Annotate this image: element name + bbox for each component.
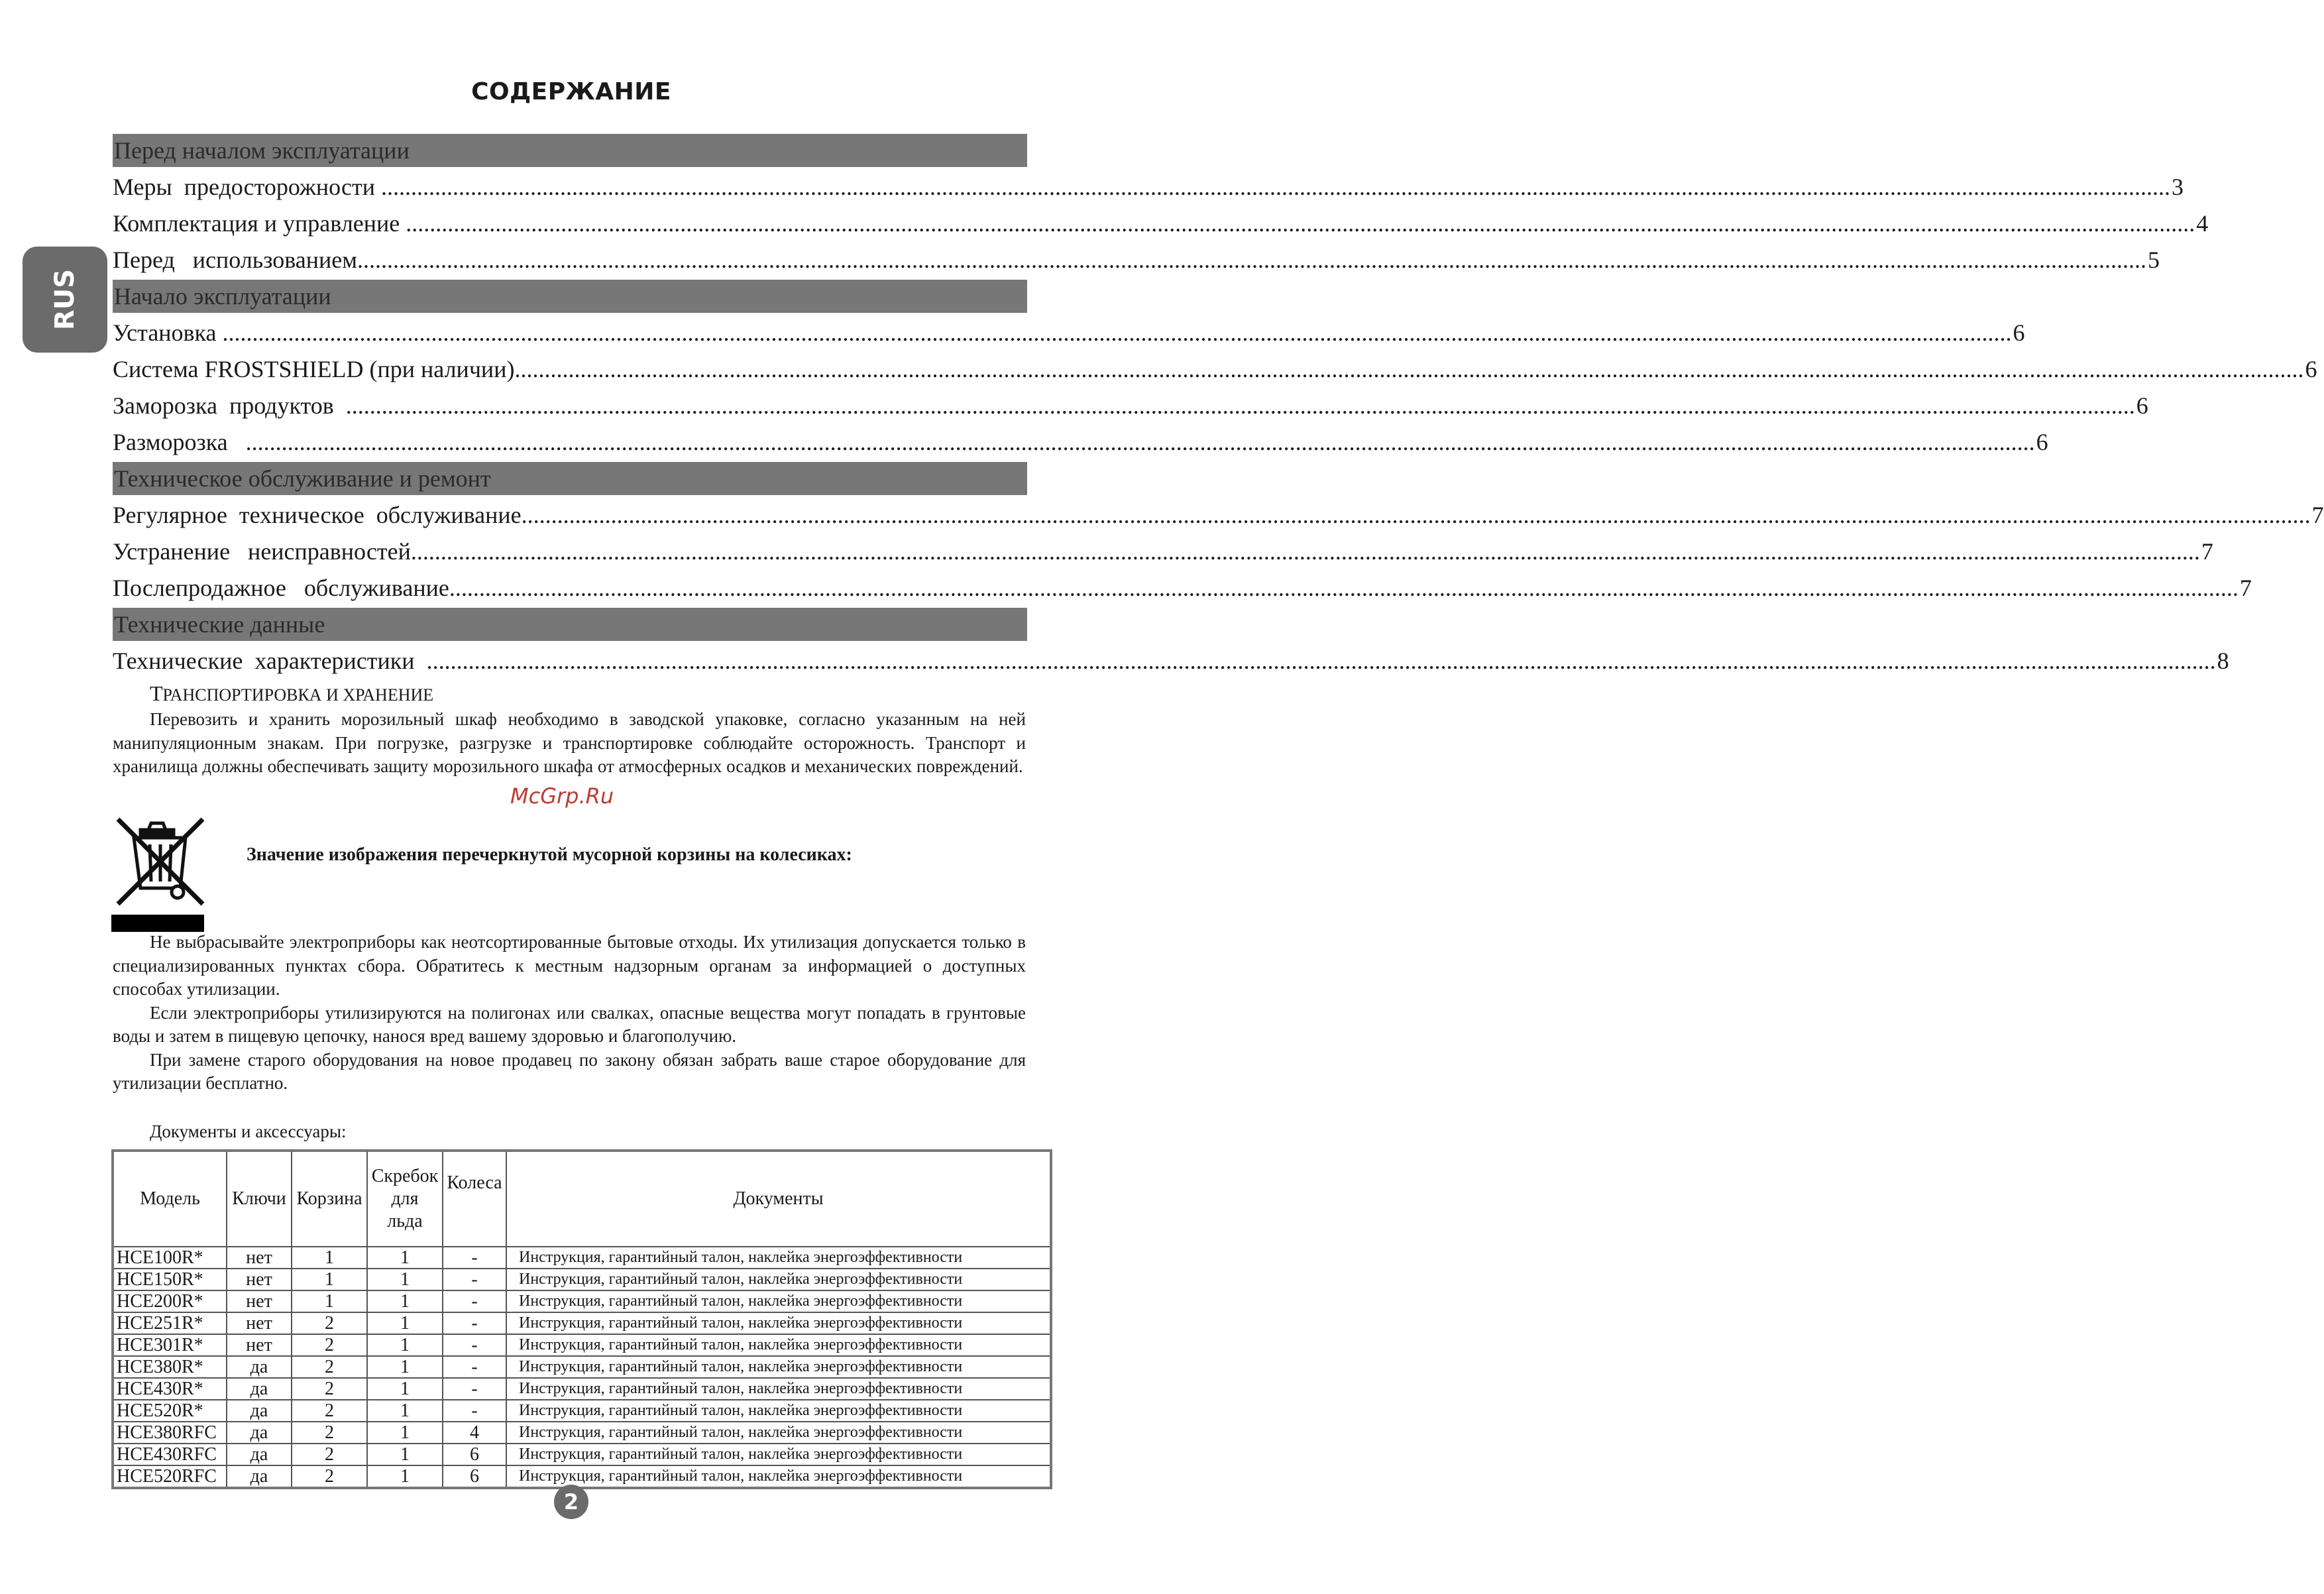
ice-scraper-cell: 1 — [367, 1422, 443, 1444]
toc-leader-dots: ............................................................................................................................................................................................................................................................................................................ — [449, 575, 2239, 601]
toc-entry[interactable] — [113, 644, 2229, 677]
wheels-cell: - — [443, 1378, 506, 1400]
keys-cell: да — [227, 1422, 292, 1444]
toc-entry-page: 6 — [2136, 392, 2148, 419]
col-ice-scraper-line-1: Скребок — [371, 1166, 439, 1186]
ice-scraper-cell: 1 — [367, 1444, 443, 1465]
basket-cell: 2 — [292, 1422, 367, 1444]
basket-cell: 1 — [292, 1290, 367, 1312]
keys-cell: нет — [227, 1334, 292, 1356]
toc-entry[interactable] — [113, 316, 2025, 349]
toc-entry[interactable] — [113, 353, 2317, 386]
toc-entry-label: Технические характеристики — [113, 648, 427, 674]
ice-scraper-cell: 1 — [367, 1269, 443, 1290]
col-basket: Корзина — [292, 1151, 367, 1247]
documents-cell: Инструкция, гарантийный талон, наклейка энергоэффективности — [506, 1269, 1051, 1290]
basket-cell: 2 — [292, 1465, 367, 1488]
toc-entry-page: 7 — [2201, 538, 2213, 565]
table-row — [113, 1444, 1051, 1465]
wheels-cell: 4 — [443, 1422, 506, 1444]
toc-leader-dots: ............................................................................................................................................................................................................................................................................................................ — [521, 502, 2311, 528]
documents-cell: Инструкция, гарантийный талон, наклейка энергоэффективности — [506, 1312, 1051, 1334]
keys-cell: нет — [227, 1247, 292, 1269]
toc-entry-label: Меры предосторожности — [113, 174, 382, 200]
toc-leader-dots: ............................................................................................................................................................................................................................................................................................................ — [345, 392, 2135, 419]
documents-cell: Инструкция, гарантийный талон, наклейка энергоэффективности — [506, 1400, 1051, 1422]
keys-cell: нет — [227, 1312, 292, 1334]
table-row — [113, 1356, 1051, 1378]
basket-cell: 2 — [292, 1334, 367, 1356]
documents-cell: Инструкция, гарантийный талон, наклейка энергоэффективности — [506, 1334, 1051, 1356]
wheels-cell: - — [443, 1247, 506, 1269]
toc-entry-page: 8 — [2217, 648, 2229, 674]
toc-leader-dots: ............................................................................................................................................................................................................................................................................................................ — [222, 319, 2012, 346]
transport-paragraph: Перевозить и хранить морозильный шкаф необходимо в заводской упаковке, согласно указанным на ней манипуляционным знакам. При погрузке, разгрузке и транспортировке соблюдайте осторожность. Транспорт и хранилища должны обеспечивать защиту морозильного шкафа от атмосферных осадков и механических повреждений. — [113, 709, 1026, 776]
toc-leader-dots: ............................................................................................................................................................................................................................................................................................................ — [406, 210, 2195, 237]
basket-cell: 1 — [292, 1269, 367, 1290]
col-keys: Ключи — [227, 1151, 292, 1247]
model-cell: HCE430R* — [113, 1378, 227, 1400]
keys-cell: да — [227, 1356, 292, 1378]
accessories-heading: Документы и аксессуары: — [150, 1121, 347, 1141]
disposal-paragraph-3: При замене старого оборудования на новое продавец по закону обязан забрать ваше старое оборудование для утилизации бесплатно. — [113, 1049, 1026, 1093]
toc-entry-label: Перед использованием — [113, 247, 358, 273]
toc-entry-label: Разморозка — [113, 429, 246, 455]
toc-entry-page: 3 — [2172, 174, 2184, 200]
wheels-cell: - — [443, 1334, 506, 1356]
toc-entry-page: 6 — [2036, 429, 2048, 455]
toc-entry-page: 4 — [2196, 210, 2209, 237]
toc-section-header: Техническое обслуживание и ремонт — [113, 462, 1027, 495]
ice-scraper-cell: 1 — [367, 1356, 443, 1378]
model-cell: HCE100R* — [113, 1247, 227, 1269]
table-row — [113, 1465, 1051, 1488]
basket-cell: 2 — [292, 1378, 367, 1400]
keys-cell: да — [227, 1400, 292, 1422]
toc-entry-page: 5 — [2148, 247, 2160, 273]
col-ice-scraper-line-2: для — [391, 1188, 419, 1209]
model-cell: HCE380RFC — [113, 1422, 227, 1444]
table-row — [113, 1290, 1051, 1312]
language-tab-label: RUS — [50, 268, 80, 331]
transport-heading — [150, 681, 433, 706]
col-documents: Документы — [506, 1151, 1051, 1247]
model-cell: HCE520R* — [113, 1400, 227, 1422]
wheels-cell: 6 — [443, 1465, 506, 1488]
transport-heading-initial: Т — [150, 681, 163, 705]
disposal-paragraph-2: Если электроприборы утилизируются на полигонах или свалках, опасные вещества могут попадать в грунтовые воды и затем в пищевую цепочку, нанося вред вашему здоровью и благополучию. — [113, 1002, 1026, 1046]
accessories-table — [111, 1149, 1052, 1489]
col-wheels: Колеса — [443, 1151, 506, 1247]
basket-cell: 1 — [292, 1247, 367, 1269]
toc-entry[interactable] — [113, 426, 2048, 459]
toc-leader-dots: ............................................................................................................................................................................................................................................................................................................ — [410, 538, 2200, 565]
language-tab — [23, 247, 107, 353]
toc-leader-dots: ............................................................................................................................................................................................................................................................................................................ — [426, 648, 2216, 674]
wheels-cell: - — [443, 1312, 506, 1334]
toc-entry-page: 7 — [2239, 575, 2252, 601]
toc-entry[interactable] — [113, 535, 2213, 568]
watermark: McGrp.Ru — [510, 783, 614, 809]
toc-entry[interactable] — [113, 170, 2184, 203]
toc-leader-dots: ............................................................................................................................................................................................................................................................................................................ — [381, 174, 2171, 200]
documents-cell: Инструкция, гарантийный талон, наклейка энергоэффективности — [506, 1444, 1051, 1465]
keys-cell: нет — [227, 1269, 292, 1290]
documents-cell: Инструкция, гарантийный талон, наклейка энергоэффективности — [506, 1422, 1051, 1444]
documents-cell: Инструкция, гарантийный талон, наклейка энергоэффективности — [506, 1247, 1051, 1269]
basket-cell: 2 — [292, 1400, 367, 1422]
toc-entry-label: Система FROSTSHIELD (при наличии) — [113, 356, 515, 382]
toc-section-header: Технические данные — [113, 608, 1027, 641]
col-model: Модель — [113, 1151, 227, 1247]
ice-scraper-cell: 1 — [367, 1334, 443, 1356]
documents-cell: Инструкция, гарантийный талон, наклейка энергоэффективности — [506, 1290, 1051, 1312]
toc-entry-label: Регулярное техническое обслуживание — [113, 502, 522, 528]
model-cell: HCE430RFC — [113, 1444, 227, 1465]
table-of-contents — [113, 134, 2324, 681]
toc-entry-label: Послепродажное обслуживание — [113, 575, 449, 601]
table-body — [113, 1247, 1051, 1488]
toc-section-header: Начало эксплуатации — [113, 280, 1027, 313]
toc-leader-dots: ............................................................................................................................................................................................................................................................................................................ — [245, 429, 2035, 455]
toc-leader-dots: ............................................................................................................................................................................................................................................................................................................ — [357, 247, 2147, 273]
basket-cell: 2 — [292, 1312, 367, 1334]
keys-cell: да — [227, 1378, 292, 1400]
toc-entry[interactable] — [113, 389, 2148, 422]
toc-section-header: Перед началом эксплуатации — [113, 134, 1027, 167]
toc-entry-label: Заморозка продуктов — [113, 392, 346, 419]
table-row — [113, 1269, 1051, 1290]
model-cell: HCE150R* — [113, 1269, 227, 1290]
wheels-cell: - — [443, 1356, 506, 1378]
model-cell: HCE520RFC — [113, 1465, 227, 1488]
table-row — [113, 1422, 1051, 1444]
table-header-row — [113, 1151, 1051, 1247]
table-row — [113, 1312, 1051, 1334]
toc-entry[interactable] — [113, 207, 2209, 240]
page-number: 2 — [554, 1485, 588, 1519]
wheels-cell: - — [443, 1290, 506, 1312]
toc-leader-dots: ............................................................................................................................................................................................................................................................................................................ — [514, 356, 2304, 382]
ice-scraper-cell: 1 — [367, 1247, 443, 1269]
toc-entry-page: 6 — [2305, 356, 2317, 382]
col-ice-scraper-line-3: льда — [387, 1211, 423, 1231]
bin-icon-caption: Значение изображения перечеркнутой мусорной корзины на колесиках: — [247, 844, 852, 865]
model-cell: HCE200R* — [113, 1290, 227, 1312]
keys-cell: да — [227, 1465, 292, 1488]
model-cell: HCE301R* — [113, 1334, 227, 1356]
table-row — [113, 1378, 1051, 1400]
crossed-out-wheelie-bin-icon — [111, 810, 208, 932]
transport-heading-rest: РАНСПОРТИРОВКА И ХРАНЕНИЕ — [162, 685, 434, 705]
toc-entry[interactable] — [113, 571, 2252, 604]
table-row — [113, 1247, 1051, 1269]
model-cell: HCE251R* — [113, 1312, 227, 1334]
table-row — [113, 1334, 1051, 1356]
model-cell: HCE380R* — [113, 1356, 227, 1378]
toc-entry-label: Комплектация и управление — [113, 210, 406, 237]
ice-scraper-cell: 1 — [367, 1290, 443, 1312]
keys-cell: да — [227, 1444, 292, 1465]
basket-cell: 2 — [292, 1444, 367, 1465]
toc-entry-label: Установка — [113, 319, 223, 346]
page-title: СОДЕРЖАНИЕ — [471, 78, 671, 105]
ice-scraper-cell: 1 — [367, 1400, 443, 1422]
basket-cell: 2 — [292, 1356, 367, 1378]
table-row — [113, 1400, 1051, 1422]
toc-entry-page: 6 — [2013, 319, 2025, 346]
toc-entry[interactable] — [113, 243, 2160, 276]
ice-scraper-cell: 1 — [367, 1465, 443, 1488]
documents-cell: Инструкция, гарантийный талон, наклейка энергоэффективности — [506, 1378, 1051, 1400]
wheels-cell: - — [443, 1400, 506, 1422]
toc-entry[interactable] — [113, 498, 2324, 532]
toc-entry-label: Устранение неисправностей — [113, 538, 411, 565]
keys-cell: нет — [227, 1290, 292, 1312]
toc-entry-page: 7 — [2311, 502, 2324, 528]
wheels-cell: - — [443, 1269, 506, 1290]
ice-scraper-cell: 1 — [367, 1378, 443, 1400]
disposal-text — [113, 931, 1026, 1096]
wheels-cell: 6 — [443, 1444, 506, 1465]
ice-scraper-cell: 1 — [367, 1312, 443, 1334]
documents-cell: Инструкция, гарантийный талон, наклейка энергоэффективности — [506, 1356, 1051, 1378]
col-ice-scraper — [367, 1151, 443, 1247]
documents-cell: Инструкция, гарантийный талон, наклейка энергоэффективности — [506, 1465, 1051, 1488]
disposal-paragraph-1: Не выбрасывайте электроприборы как неотсортированные бытовые отходы. Их утилизация допускается только в специализированных пунктах сбора. Обратитесь к местным надзорным органам за информацией о доступных способах утилизации. — [113, 932, 1026, 999]
